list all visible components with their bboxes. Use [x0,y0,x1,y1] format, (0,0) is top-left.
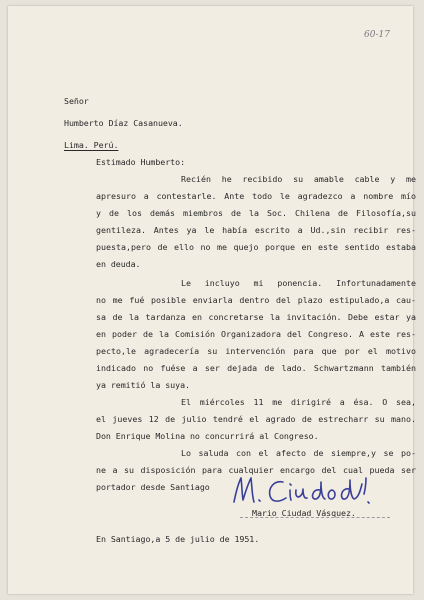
body-line: Don Enrique Molina no concurrirá al Congreso. [96,431,319,441]
body-line: apresuro a contestarle. Ante todo le agradezco a nombre mío [96,191,416,201]
body-line: en deuda. [96,259,141,269]
body-line: indicado no fuése a ser dejada de lado. Schwartzmann también [96,363,416,373]
body-line: sa de la tardanza en concretarse la invitación. Debe estar ya [96,312,416,322]
body-line: puesta,pero de ello no me quejo porque en este sentido estaba [96,242,416,252]
signature-underline [240,517,390,518]
recipient-salutation-title: Señor [64,96,89,106]
letter-greeting: Estimado Humberto: [96,157,186,167]
body-line: Recién he recibido su amable cable y me [181,174,416,184]
body-line: Lo saluda con el afecto de siempre,y se po- [181,448,416,458]
archive-pencil-note: 60-17 [364,30,390,40]
typed-signature-name: Mario Ciudad Vásquez. [252,508,356,518]
recipient-location: Lima. Perú. [64,140,119,150]
body-line: ya remitió la suya. [96,380,190,390]
body-line: ne a su disposición para cualquier encargo del cual pueda ser [96,465,416,475]
body-line: el jueves 12 de julio tendré el agrado de estrecharr su mano. [96,414,416,424]
body-line: portador desde Santiago [96,482,210,492]
body-line: El miércoles 11 me dirigiré a ésa. O sea, [181,397,416,407]
dateline: En Santiago,a 5 de julio de 1951. [96,534,260,544]
recipient-name: Humberto Díaz Casanueva. [64,118,183,128]
body-line: en poder de la Comisión Organizadora del Congreso. A este res- [96,329,416,339]
body-line: pecto,le agradecería su intervención para que por el motivo [96,346,416,356]
body-line: no me fué posible enviarla dentro del plazo estipulado,a cau- [96,295,416,305]
body-line: y de los demás miembros de la Soc. Chilena de Filosofía,su [96,208,416,218]
body-line: gentileza. Antes ya le había escrito a Ud.,sin recibir res- [96,225,416,235]
body-line: Le incluyo mi ponencia. Infortunadamente [181,278,416,288]
handwritten-signature [228,472,388,510]
letter-page [8,6,416,594]
